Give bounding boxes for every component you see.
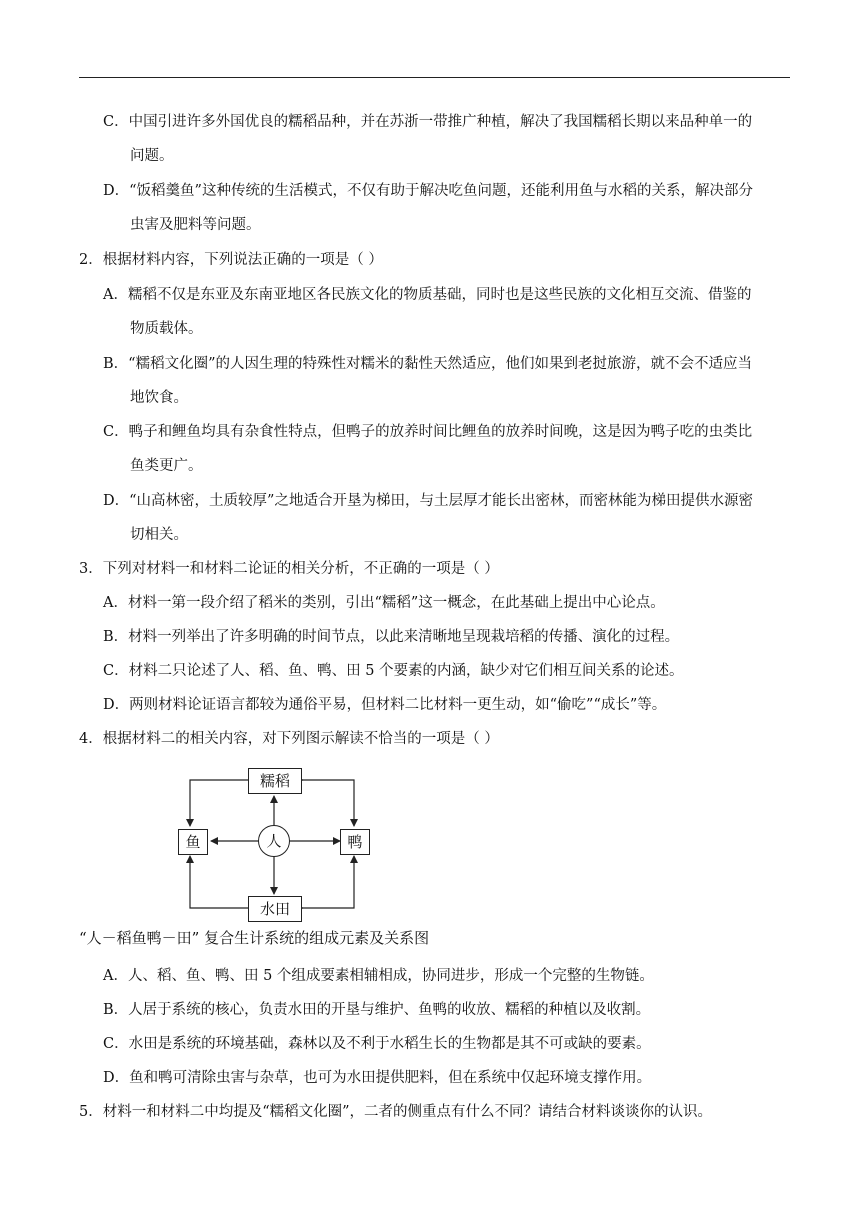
node-human: 人 bbox=[258, 825, 290, 857]
q1-option-c-line2: 问题。 bbox=[130, 148, 174, 164]
q1-option-d-line2: 虫害及肥料等问题。 bbox=[130, 217, 261, 233]
diagram-caption: “人－稻鱼鸭－田” 复合生计系统的组成元素及关系图 bbox=[79, 929, 430, 947]
q4-option-b: B．人居于系统的核心，负责水田的开垦与维护、鱼鸭的收放、糯稻的种植以及收割。 bbox=[103, 1002, 651, 1018]
question-3: 3．下列对材料一和材料二论证的相关分析，不正确的一项是（ ） bbox=[79, 561, 499, 577]
q4-option-a: A．人、稻、鱼、鸭、田 5 个组成要素相辅相成，协同进步，形成一个完整的生物链。 bbox=[103, 968, 654, 984]
q3-option-b: B．材料一列举出了许多明确的时间节点，以此来清晰地呈现栽培稻的传播、演化的过程。 bbox=[103, 629, 680, 645]
question-5: 5．材料一和材料二中均提及“糯稻文化圈”，二者的侧重点有什么不同？请结合材料谈谈你的认识。 bbox=[79, 1104, 713, 1120]
node-duck: 鸭 bbox=[340, 829, 370, 855]
question-4: 4．根据材料二的相关内容，对下列图示解读不恰当的一项是（ ） bbox=[79, 731, 499, 747]
q2-option-c-line2: 鱼类更广。 bbox=[130, 458, 203, 474]
q4-option-d: D．鱼和鸭可清除虫害与杂草，也可为水田提供肥料，但在系统中仅起环境支撑作用。 bbox=[103, 1070, 652, 1086]
q3-option-a: A．材料一第一段介绍了稻米的类别，引出“糯稻”这一概念，在此基础上提出中心论点。 bbox=[103, 595, 665, 611]
q2-option-a-line2: 物质载体。 bbox=[130, 321, 203, 337]
relationship-diagram bbox=[170, 760, 380, 926]
q2-option-d-line2: 切相关。 bbox=[130, 527, 188, 543]
q2-option-b-line2: 地饮食。 bbox=[130, 390, 188, 406]
q4-option-c: C．水田是系统的环境基础，森林以及不利于水稻生长的生物都是其不可或缺的要素。 bbox=[103, 1036, 651, 1052]
question-2: 2．根据材料内容，下列说法正确的一项是（ ） bbox=[79, 252, 383, 268]
node-glutinous-rice: 糯稻 bbox=[248, 768, 302, 794]
q2-option-d-line1: D．“山高林密，土质较厚”之地适合开垦为梯田，与土层厚才能长出密林，而密林能为梯田提供水源密 bbox=[103, 493, 753, 509]
q3-option-c: C．材料二只论述了人、稻、鱼、鸭、田 5 个要素的内涵，缺少对它们相互间关系的论述。 bbox=[103, 663, 684, 679]
q2-option-c-line1: C．鸭子和鲤鱼均具有杂食性特点，但鸭子的放养时间比鲤鱼的放养时间晚，这是因为鸭子吃的虫类比 bbox=[103, 424, 753, 440]
q1-option-d-line1: D．“饭稻羹鱼”这种传统的生活模式，不仅有助于解决吃鱼问题，还能利用鱼与水稻的关系，解决部分 bbox=[103, 183, 753, 199]
q1-option-c-line1: C．中国引进许多外国优良的糯稻品种，并在苏浙一带推广种植，解决了我国糯稻长期以来品种单一的 bbox=[103, 114, 753, 130]
node-fish: 鱼 bbox=[178, 829, 208, 855]
q2-option-a-line1: A．糯稻不仅是东亚及东南亚地区各民族文化的物质基础，同时也是这些民族的文化相互交流、借鉴的 bbox=[103, 287, 752, 303]
q2-option-b-line1: B．“糯稻文化圈”的人因生理的特殊性对糯米的黏性天然适应，他们如果到老挝旅游，就不会不适应当 bbox=[103, 356, 752, 372]
node-paddy-field: 水田 bbox=[248, 896, 302, 922]
header-rule bbox=[79, 77, 790, 78]
q3-option-d: D．两则材料论证语言都较为通俗平易，但材料二比材料一更生动，如“偷吃”“成长”等。 bbox=[103, 697, 667, 713]
